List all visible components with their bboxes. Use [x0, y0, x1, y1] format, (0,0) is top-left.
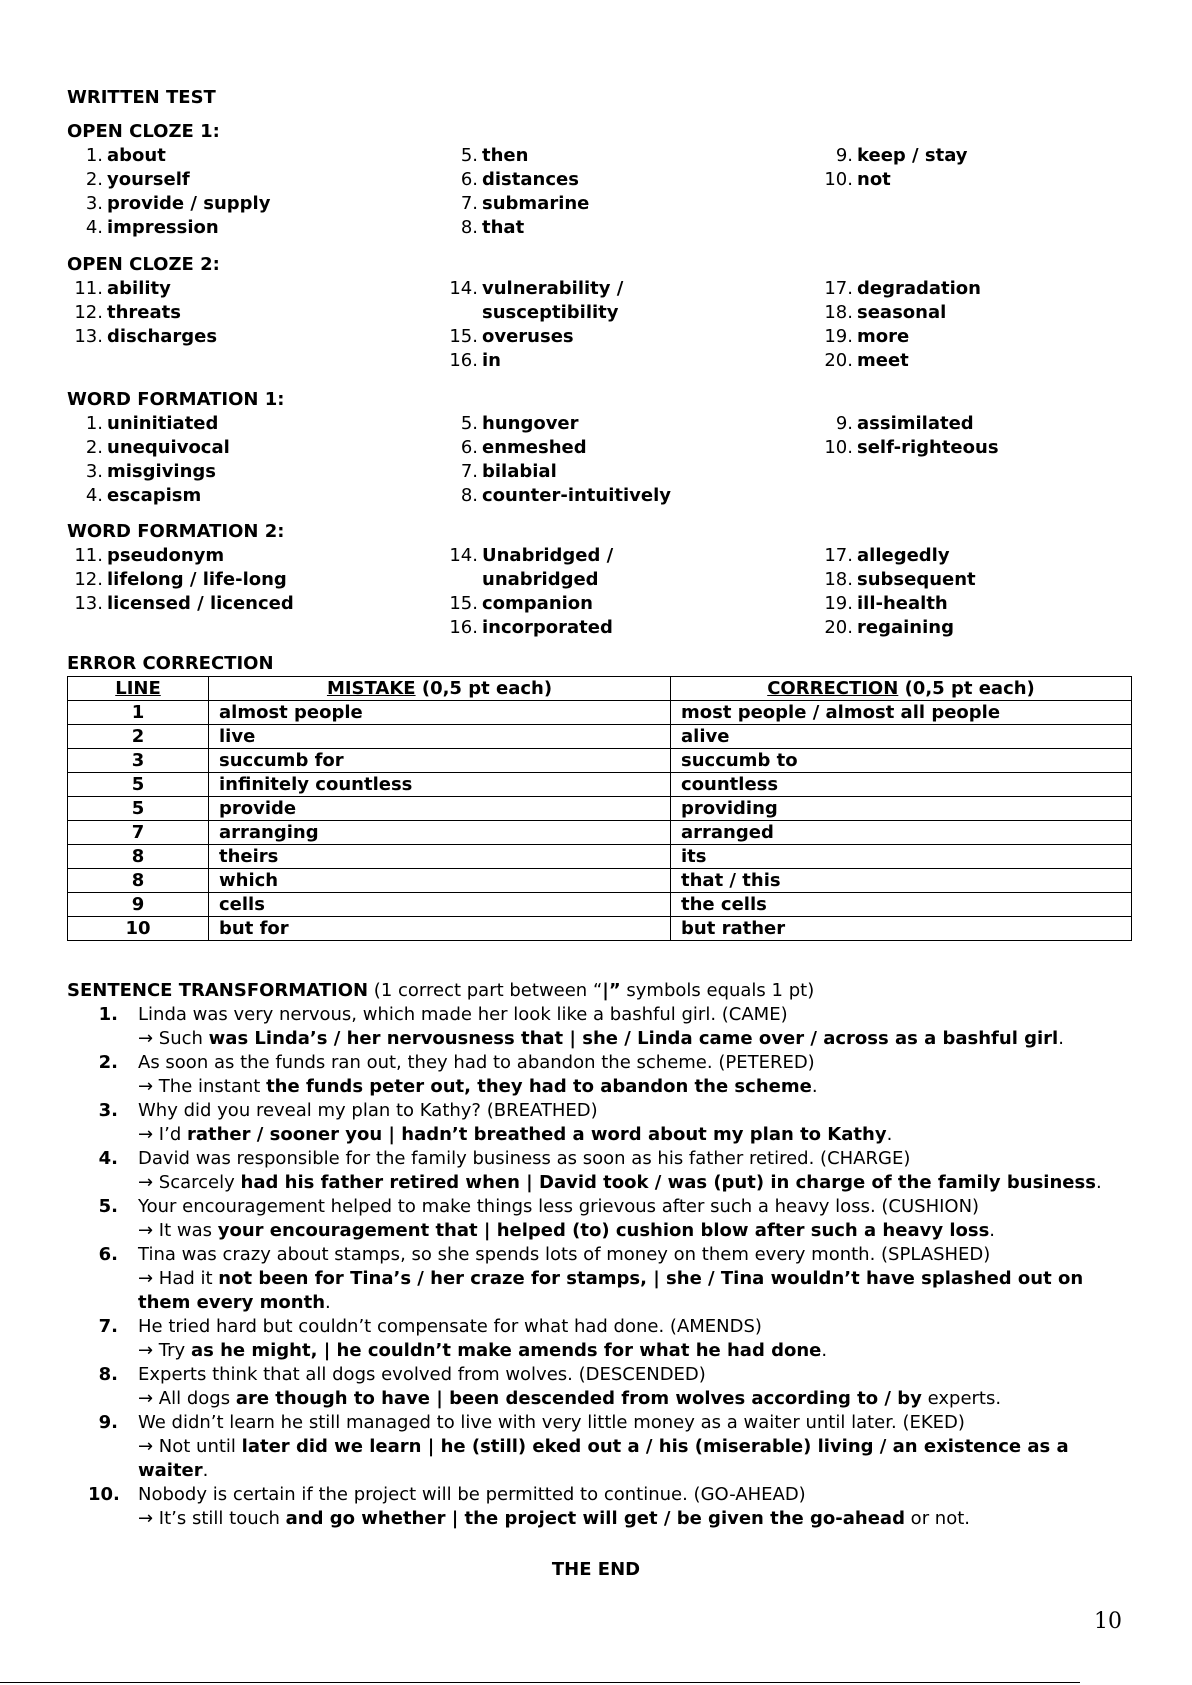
table-row [68, 893, 1132, 917]
rewritten-sentence: → Such was Linda’s / her nervousness that | she / Linda came over / across as a bashful girl. [138, 1028, 1064, 1049]
correction-cell: providing [671, 797, 1132, 821]
item-answer: overuses [482, 326, 574, 347]
item-number: 12. [74, 302, 103, 323]
section-heading: WORD FORMATION 2: [67, 521, 285, 542]
original-sentence: Why did you reveal my plan to Kathy? (BREATHED) [138, 1100, 598, 1121]
item-number: 18. [824, 569, 853, 590]
rewritten-sentence: → The instant the funds peter out, they had to abandon the scheme. [138, 1076, 818, 1097]
item-number: 15. [449, 593, 478, 614]
answer-item [67, 216, 219, 240]
item-number: 2. [85, 437, 103, 458]
line-cell: 1 [68, 701, 209, 725]
item-number: 4. [98, 1148, 118, 1169]
item-number: 3. [98, 1100, 118, 1121]
item-answer: counter-intuitively [482, 485, 672, 506]
answer-item [817, 325, 909, 349]
answer-item [817, 277, 981, 301]
table-header-row [68, 677, 1132, 701]
item-number: 12. [74, 569, 103, 590]
rewritten-sentence: → Had it not been for Tina’s / her craze for stamps, | she / Tina wouldn’t have splashed out on them every month. [138, 1268, 1084, 1313]
table-row [68, 725, 1132, 749]
rewritten-sentence: → Not until later did we learn | he (still) eked out a / his (miserable) living / an existence as a waiter. [138, 1436, 1069, 1481]
item-number: 10. [824, 169, 853, 190]
item-answer: discharges [107, 326, 218, 347]
item-answer: degradation [857, 278, 981, 299]
answer-item [442, 544, 613, 568]
table-row [68, 701, 1132, 725]
item-answer: licensed / licenced [107, 593, 294, 614]
answer-item [67, 301, 181, 325]
answer-item [817, 592, 948, 616]
answer-item [817, 168, 891, 192]
line-cell: 8 [68, 845, 209, 869]
item-answer: uninitiated [107, 413, 219, 434]
correction-cell: arranged [671, 821, 1132, 845]
answer-item [67, 568, 287, 592]
item-number: 13. [74, 593, 103, 614]
line-cell: 9 [68, 893, 209, 917]
answer-item [442, 168, 579, 192]
rewritten-sentence: → It was your encouragement that | helped (to) cushion blow after such a heavy loss. [138, 1220, 996, 1241]
column-header-mistake: MISTAKE (0,5 pt each) [209, 677, 671, 701]
answer-item [817, 616, 954, 640]
item-answer: misgivings [107, 461, 217, 482]
rewritten-sentence: → I’d rather / sooner you | hadn’t breathed a word about my plan to Kathy. [138, 1124, 893, 1145]
table-row [68, 749, 1132, 773]
item-number: 4. [85, 485, 103, 506]
item-answer: bilabial [482, 461, 557, 482]
item-answer: in [482, 350, 501, 371]
table-row [68, 845, 1132, 869]
item-answer: seasonal [857, 302, 947, 323]
item-number: 13. [74, 326, 103, 347]
item-answer: companion [482, 593, 593, 614]
answer-item [67, 144, 166, 168]
correction-cell: most people / almost all people [671, 701, 1132, 725]
answer-item [817, 412, 974, 436]
item-number: 19. [824, 593, 853, 614]
item-number: 5. [460, 145, 478, 166]
item-number: 8. [98, 1364, 118, 1385]
mistake-cell: theirs [209, 845, 671, 869]
answer-item [817, 436, 999, 460]
original-sentence: As soon as the funds ran out, they had to abandon the scheme. (PETERED) [138, 1052, 815, 1073]
item-number: 2. [85, 169, 103, 190]
item-number: 9. [835, 145, 853, 166]
item-number: 8. [460, 217, 478, 238]
item-answer: threats [107, 302, 181, 323]
item-number: 3. [85, 461, 103, 482]
item-number: 16. [449, 350, 478, 371]
correction-cell: that / this [671, 869, 1132, 893]
mistake-cell: but for [209, 917, 671, 941]
section-heading: OPEN CLOZE 1: [67, 121, 220, 142]
item-number: 11. [74, 278, 103, 299]
item-answer: unabridged [482, 569, 599, 590]
item-number: 20. [824, 617, 853, 638]
item-number: 6. [460, 437, 478, 458]
item-number: 6. [98, 1244, 118, 1265]
mistake-cell: cells [209, 893, 671, 917]
original-sentence: David was responsible for the family business as soon as his father retired. (CHARGE) [138, 1148, 911, 1169]
item-answer: ill-health [857, 593, 948, 614]
item-number: 16. [449, 617, 478, 638]
item-number: 9. [835, 413, 853, 434]
original-sentence: We didn’t learn he still managed to live with very little money as a waiter until later. (EKED) [138, 1412, 965, 1433]
item-number: 11. [74, 545, 103, 566]
answer-item [67, 192, 270, 216]
item-answer: distances [482, 169, 579, 190]
item-answer: provide / supply [107, 193, 271, 214]
item-answer: meet [857, 350, 909, 371]
page-title: WRITTEN TEST [67, 87, 216, 108]
item-answer: more [857, 326, 910, 347]
correction-cell: succumb to [671, 749, 1132, 773]
line-cell: 3 [68, 749, 209, 773]
answer-item [442, 349, 501, 373]
item-number: 3. [85, 193, 103, 214]
correction-cell: its [671, 845, 1132, 869]
table-row [68, 869, 1132, 893]
item-answer: vulnerability / [482, 278, 624, 299]
answer-item [442, 301, 619, 325]
table-row [68, 797, 1132, 821]
item-answer: incorporated [482, 617, 613, 638]
table-row [68, 773, 1132, 797]
answer-item [67, 277, 171, 301]
answer-item [442, 144, 528, 168]
table-row [68, 821, 1132, 845]
item-number: 1. [85, 413, 103, 434]
item-number: 10. [88, 1484, 120, 1505]
footer-divider [0, 1682, 1080, 1683]
section-heading: WORD FORMATION 1: [67, 389, 285, 410]
page-number: 10 [1094, 1609, 1122, 1634]
answer-item [67, 544, 224, 568]
correction-cell: but rather [671, 917, 1132, 941]
answer-item [817, 144, 968, 168]
sentence-transformation-heading: SENTENCE TRANSFORMATION (1 correct part between “|” symbols equals 1 pt) [67, 980, 815, 1001]
mistake-cell: arranging [209, 821, 671, 845]
item-number: 1. [85, 145, 103, 166]
answer-item [442, 568, 599, 592]
original-sentence: Tina was crazy about stamps, so she spends lots of money on them every month. (SPLASHED) [138, 1244, 991, 1265]
line-cell: 5 [68, 797, 209, 821]
mistake-cell: provide [209, 797, 671, 821]
item-number: 7. [98, 1316, 118, 1337]
answer-item [442, 460, 557, 484]
item-number: 20. [824, 350, 853, 371]
item-answer: lifelong / life-long [107, 569, 287, 590]
answer-item [67, 325, 217, 349]
item-answer: unequivocal [107, 437, 230, 458]
mistake-cell: almost people [209, 701, 671, 725]
item-number: 1. [98, 1004, 118, 1025]
line-cell: 8 [68, 869, 209, 893]
answer-item [67, 484, 201, 508]
line-cell: 7 [68, 821, 209, 845]
answer-item [442, 192, 589, 216]
original-sentence: Your encouragement helped to make things less grievous after such a heavy loss. (CUSHION) [138, 1196, 980, 1217]
item-number: 5. [98, 1196, 118, 1217]
section-heading: OPEN CLOZE 2: [67, 254, 220, 275]
item-answer: yourself [107, 169, 190, 190]
mistake-cell: succumb for [209, 749, 671, 773]
answer-item [442, 216, 524, 240]
item-answer: escapism [107, 485, 202, 506]
item-answer: susceptibility [482, 302, 619, 323]
rewritten-sentence: → Try as he might, | he couldn’t make amends for what he had done. [138, 1340, 828, 1361]
rewritten-sentence: → All dogs are though to have | been descended from wolves according to / by experts. [138, 1388, 1002, 1409]
item-number: 14. [449, 545, 478, 566]
end-marker: THE END [551, 1559, 641, 1580]
answer-item [442, 484, 671, 508]
item-answer: about [107, 145, 166, 166]
item-number: 14. [449, 278, 478, 299]
mistake-cell: which [209, 869, 671, 893]
item-answer: keep / stay [857, 145, 968, 166]
item-number: 17. [824, 545, 853, 566]
item-answer: regaining [857, 617, 954, 638]
item-number: 17. [824, 278, 853, 299]
answer-item [817, 568, 976, 592]
answer-item [442, 592, 593, 616]
item-number: 7. [460, 193, 478, 214]
item-number: 2. [98, 1052, 118, 1073]
item-number: 19. [824, 326, 853, 347]
item-answer: assimilated [857, 413, 974, 434]
answer-item [817, 349, 909, 373]
item-number: 9. [98, 1412, 118, 1433]
item-number: 8. [460, 485, 478, 506]
item-number: 15. [449, 326, 478, 347]
item-answer: ability [107, 278, 171, 299]
item-answer: impression [107, 217, 219, 238]
item-answer: subsequent [857, 569, 976, 590]
item-number: 18. [824, 302, 853, 323]
item-answer: enmeshed [482, 437, 587, 458]
rewritten-sentence: → Scarcely had his father retired when | David took / was (put) in charge of the family business. [138, 1172, 1102, 1193]
answer-item [67, 436, 230, 460]
line-cell: 5 [68, 773, 209, 797]
item-answer: hungover [482, 413, 579, 434]
item-answer: that [482, 217, 525, 238]
item-number: 4. [85, 217, 103, 238]
mistake-cell: infinitely countless [209, 773, 671, 797]
answer-item [67, 412, 218, 436]
item-answer: pseudonym [107, 545, 225, 566]
item-answer: then [482, 145, 529, 166]
original-sentence: Experts think that all dogs evolved from wolves. (DESCENDED) [138, 1364, 706, 1385]
table-row [68, 917, 1132, 941]
answer-item [67, 460, 216, 484]
item-answer: self-righteous [857, 437, 999, 458]
item-number: 6. [460, 169, 478, 190]
item-answer: Unabridged / [482, 545, 614, 566]
correction-cell: the cells [671, 893, 1132, 917]
correction-cell: countless [671, 773, 1132, 797]
item-answer: allegedly [857, 545, 950, 566]
item-number: 10. [824, 437, 853, 458]
error-correction-heading: ERROR CORRECTION [67, 653, 274, 674]
item-number: 7. [460, 461, 478, 482]
answer-item [817, 301, 946, 325]
rewritten-sentence: → It’s still touch and go whether | the project will get / be given the go-ahead or not. [138, 1508, 971, 1529]
answer-item [442, 616, 613, 640]
column-header-correction: CORRECTION (0,5 pt each) [671, 677, 1132, 701]
answer-item [817, 544, 950, 568]
mistake-cell: live [209, 725, 671, 749]
answer-item [67, 168, 190, 192]
item-answer: submarine [482, 193, 590, 214]
original-sentence: Linda was very nervous, which made her look like a bashful girl. (CAME) [138, 1004, 788, 1025]
answer-item [442, 412, 579, 436]
correction-cell: alive [671, 725, 1132, 749]
original-sentence: Nobody is certain if the project will be permitted to continue. (GO-AHEAD) [138, 1484, 806, 1505]
error-correction-table [67, 676, 1132, 941]
line-cell: 10 [68, 917, 209, 941]
answer-item [442, 325, 574, 349]
item-number: 5. [460, 413, 478, 434]
answer-item [442, 436, 587, 460]
answer-item [67, 592, 294, 616]
line-cell: 2 [68, 725, 209, 749]
column-header-line: LINE [68, 677, 209, 701]
item-answer: not [857, 169, 891, 190]
original-sentence: He tried hard but couldn’t compensate for what had done. (AMENDS) [138, 1316, 762, 1337]
answer-item [442, 277, 623, 301]
